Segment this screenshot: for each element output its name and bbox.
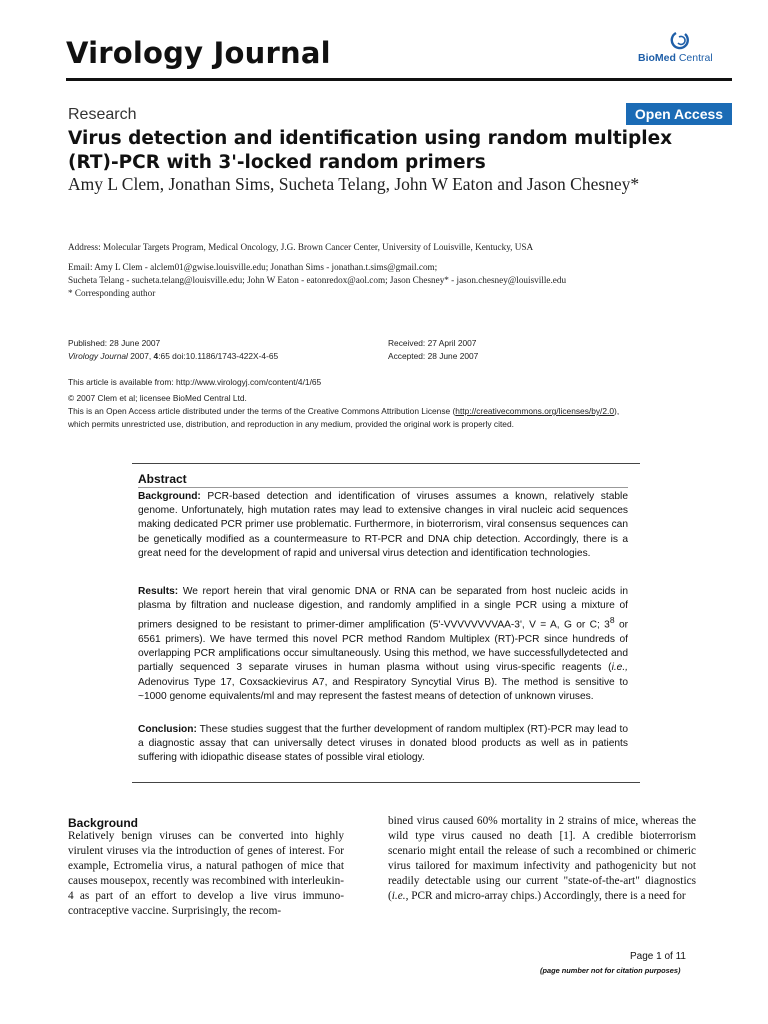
license-text: This is an Open Access article distributed under the terms of the Creative Commons Attribution License (http://creativecommons.org/licenses/by/2.0), <box>68 406 620 416</box>
header-rule <box>66 78 732 81</box>
corresponding-author-note: * Corresponding author <box>68 288 156 298</box>
background-heading: Background <box>68 816 139 830</box>
section-label: Research <box>68 106 137 123</box>
email-block <box>68 261 728 300</box>
publication-info <box>68 337 368 363</box>
abstract-conclusion: Conclusion: These studies suggest that the further development of random multiplex (RT)-PCR may lead to a diagnostic assay that can universally detect viruses in donated blood products as well as in patients suffering with idiopathic disease states of possible viral etiology. <box>138 724 628 764</box>
brand-text: BioMed Central <box>638 52 713 64</box>
email-line: Email: Amy L Clem - alclem01@gwise.louisville.edu; Jonathan Sims - jonathan.t.sims@gmail.com; <box>68 262 438 272</box>
license-block <box>68 392 738 431</box>
biomed-swirl-icon <box>670 30 690 50</box>
biomed-central-logo[interactable] <box>638 30 713 70</box>
copyright: © 2007 Clem et al; licensee BioMed Central Ltd. <box>68 393 247 403</box>
license-link[interactable]: http://creativecommons.org/licenses/by/2.0 <box>455 406 615 416</box>
citation: Virology Journal 2007, 4:65 doi:10.1186/1743-422X-4-65 <box>68 351 279 361</box>
affiliation-address: Address: Molecular Targets Program, Medical Oncology, J.G. Brown Cancer Center, University of Louisville, Kentucky, USA <box>68 242 534 252</box>
abstract-background: Background: PCR-based detection and identification of viruses assumes a known, relatively stable genome. Unfortunately, high mutation rates may lead to extensive changes in viral nucleic acid sequences making dedicated PCR primer use problematic. Furthermore, in bioterrorism, viral consensus sequences can be genetically modified as a countermeasure to RT-PCR and DNA chip detection. Accordingly, there is a great need for the development of rapid and universal virus detection and identification technologies. <box>138 491 628 559</box>
accepted-date: Accepted: 28 June 2007 <box>388 351 479 361</box>
page-number-note: (page number not for citation purposes) <box>540 966 681 975</box>
body-column-left: Relatively benign viruses can be converted into highly virulent viruses via the introduction of genes of interest. For example, Ectromelia virus, a natural pathogen of mice that causes mousepox, recently was recombined with interleukin-4 as part of an effort to develop a live virus immuno-contraceptive vaccine. Surprisingly, the recom- <box>68 830 344 917</box>
page-number: Page 1 of 11 <box>630 951 686 962</box>
received-accepted <box>388 337 588 363</box>
article-title: Virus detection and identification using random multiplex (RT)-PCR with 3'-locked random primers <box>68 128 673 173</box>
body-column-right: bined virus caused 60% mortality in 2 strains of mice, whereas the wild type virus caused no death [1]. A credible bioterrorism scenario might entail the release of such a recombined or chimeric virus tailored for maximum infectivity and pathogenicity but not readily detectable using our current "state-of-the-art" diagnostics (i.e., PCR and micro-array chips.) Accordingly, there is a need for <box>388 815 696 902</box>
journal-title: Virology Journal <box>66 36 331 70</box>
email-line: Sucheta Telang - sucheta.telang@louisville.edu; John W Eaton - eatonredox@aol.com; Jason Chesney* - jason.chesney@louisville.edu <box>68 275 567 285</box>
abstract-heading: Abstract <box>138 472 187 486</box>
received-date: Received: 27 April 2007 <box>388 338 477 348</box>
abstract-results: Results: We report herein that viral genomic DNA or RNA can be separated from host nucleic acids in plasma by filtration and nuclease digestion, and randomly amplified in a single PCR using a mixture of primers designed to be resistant to primer-dimer amplification (5'-VVVVVVVVAA-3', V = A, G or C; $3^8$ or 6561 primers). We have termed this novel PCR method Random Multiplex (RT)-PCR since hundreds of overlapping PCR amplifications occur simultaneously. Using this method, we have successfullydetected and partially sequenced 3 separate viruses in human plasma without using virus-specific reagents (i.e., Adenovirus Type 17, Coxsackievirus A7, and Respiratory Syncytial Virus B). The method is sensitive to ~1000 genome equivalents/ml and may represent the fastest means of detection of unknown viruses. <box>138 586 629 702</box>
availability-url[interactable]: This article is available from: http://www.virologyj.com/content/4/1/65 <box>68 377 322 387</box>
authors: Amy L Clem, Jonathan Sims, Sucheta Telang, John W Eaton and Jason Chesney* <box>68 174 640 194</box>
published-date: Published: 28 June 2007 <box>68 338 161 348</box>
license-text-continued: which permits unrestricted use, distribution, and reproduction in any medium, provided the original work is properly cited. <box>68 419 514 429</box>
abstract-divider <box>138 487 628 488</box>
open-access-badge: Open Access <box>626 103 732 125</box>
